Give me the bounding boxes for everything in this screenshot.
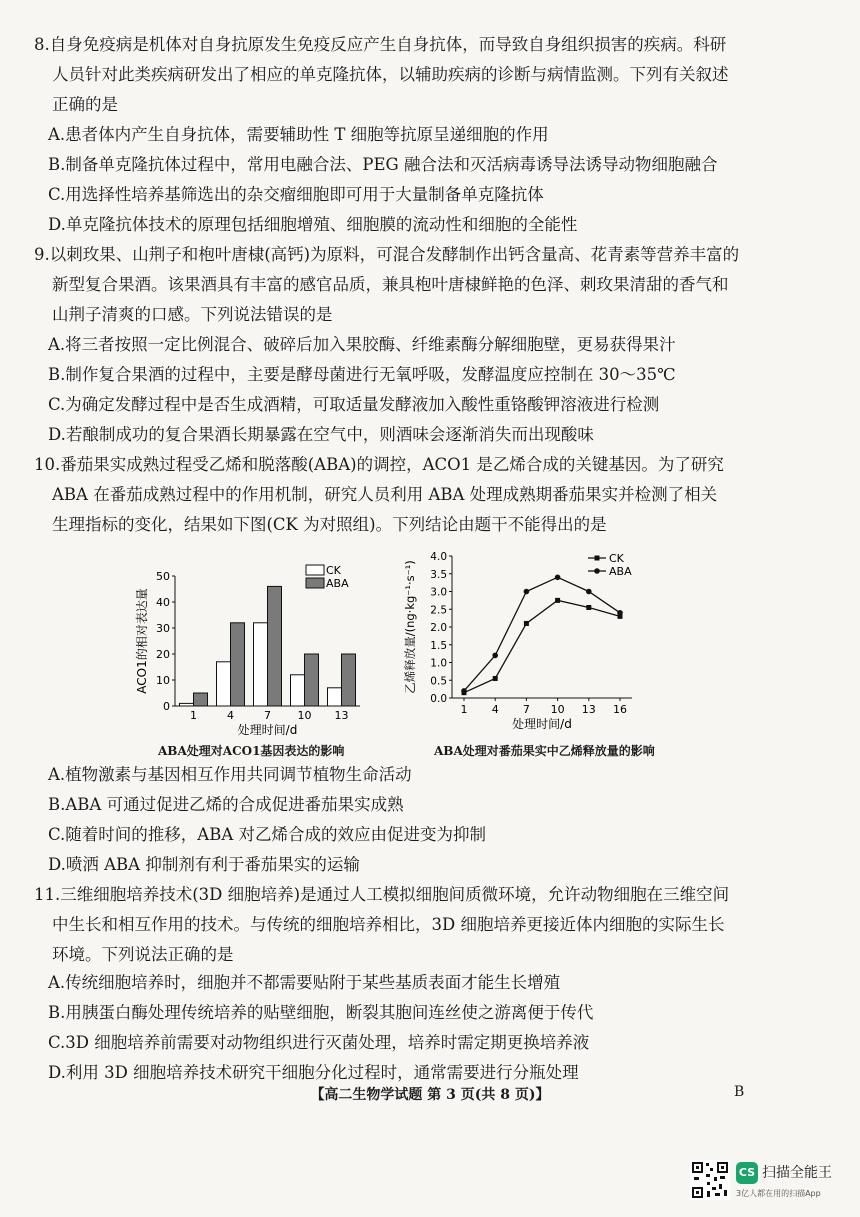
y-axis-label: ACO1的相对表达量 — [135, 588, 149, 694]
bar-aba — [231, 623, 245, 706]
option-b: B.制备单克隆抗体过程中，常用电融合法、PEG 融合法和灭活病毒诱导法诱导动物细胞融合 — [48, 155, 718, 174]
scanner-logo: CS — [736, 1162, 758, 1184]
y-tick-label: 1.5 — [430, 639, 447, 652]
question-stem-line: 正确的是 — [52, 95, 118, 114]
y-tick-label: 4.0 — [430, 551, 447, 563]
series-line-aba — [464, 577, 620, 691]
y-tick-label: 0.5 — [430, 675, 447, 688]
qr-code-icon — [690, 1160, 730, 1200]
legend-marker-ck — [595, 556, 600, 561]
line-chart-ethylene — [400, 548, 660, 748]
question-stem-line: 环境。下列说法正确的是 — [52, 945, 234, 964]
data-point-ck — [555, 598, 560, 603]
question-stem-line: 9.以刺玫果、山荆子和枹叶唐棣(高钙)为原料，可混合发酵制作出钙含量高、花青素等营养丰富的 — [34, 245, 740, 264]
question-stem-line: 10.番茄果实成熟过程受乙烯和脱落酸(ABA)的调控，ACO1 是乙烯合成的关键基因。为了研究 — [34, 455, 724, 474]
x-tick-label: 4 — [491, 703, 499, 716]
legend-swatch-aba — [306, 578, 324, 588]
scanner-tagline: 3亿人都在用的扫描App — [736, 1189, 821, 1198]
legend-label-aba: ABA — [609, 565, 632, 578]
legend-swatch-ck — [306, 565, 324, 575]
legend-marker-aba — [594, 568, 600, 574]
line-chart-caption: ABA处理对番茄果实中乙烯释放量的影响 — [434, 744, 655, 758]
x-tick-label: 13 — [334, 709, 349, 722]
series-line-ck — [464, 600, 620, 692]
question-stem-line: 新型复合果酒。该果酒具有丰富的感官品质，兼具枹叶唐棣鲜艳的色泽、刺玫果清甜的香气和 — [52, 275, 729, 294]
page-footer: 【高二生物学试题 第 3 页(共 8 页)】 — [310, 1087, 550, 1103]
data-point-aba — [617, 610, 623, 616]
option-d: D.喷洒 ABA 抑制剂有利于番茄果实的运输 — [48, 855, 360, 874]
question-stem-line: 8.自身免疫病是机体对自身抗原发生免疫反应产生自身抗体，而导致自身组织损害的疾病。科研 — [34, 35, 727, 54]
figure-charts — [0, 548, 860, 763]
x-tick-label: 10 — [297, 709, 312, 722]
x-tick-label: 16 — [613, 703, 627, 716]
x-tick-label: 13 — [581, 703, 596, 716]
y-tick-label: 40 — [156, 596, 170, 609]
legend-label-aba: ABA — [326, 577, 349, 590]
legend-label-ck: CK — [326, 564, 341, 577]
legend-label-ck: CK — [609, 552, 624, 565]
option-d: D.若酿制成功的复合果酒长期暴露在空气中，则酒味会逐渐消失而出现酸味 — [48, 425, 594, 444]
option-a: A.传统细胞培养时，细胞并不都需要贴附于某些基质表面才能生长增殖 — [48, 973, 561, 992]
data-point-aba — [586, 589, 592, 595]
paper-version: B — [734, 1084, 745, 1100]
option-d: D.利用 3D 细胞培养技术研究干细胞分化过程时，通常需要进行分瓶处理 — [48, 1063, 579, 1082]
option-a: A.将三者按照一定比例混合、破碎后加入果胶酶、纤维素酶分解细胞壁，更易获得果汁 — [48, 335, 676, 354]
y-tick-label: 3.0 — [430, 586, 447, 599]
question-stem-line: 生理指标的变化，结果如下图(CK 为对照组)。下列结论由题干不能得出的是 — [52, 515, 607, 534]
y-tick-label: 0.0 — [430, 693, 447, 705]
bar-ck — [291, 675, 305, 706]
question-10 — [34, 450, 834, 540]
bar-ck — [328, 688, 342, 706]
question-stem-line: ABA 在番茄成熟过程中的作用机制，研究人员利用 ABA 处理成熟期番茄果实并检测了相关 — [52, 485, 718, 504]
y-tick-label: 2.0 — [430, 622, 447, 634]
bar-aba — [194, 693, 208, 706]
scanner-app-name: 扫描全能王 — [762, 1165, 832, 1181]
x-tick-label: 7 — [522, 703, 530, 716]
data-point-aba — [461, 688, 467, 694]
data-point-aba — [492, 653, 498, 659]
option-a: A.植物激素与基因相互作用共同调节植物生命活动 — [48, 765, 412, 784]
option-b: B.ABA 可通过促进乙烯的合成促进番茄果实成熟 — [48, 795, 404, 814]
bar-chart-caption: ABA处理对ACO1基因表达的影响 — [158, 744, 345, 758]
bar-ck — [217, 662, 231, 706]
x-tick-label: 4 — [227, 709, 234, 722]
question-8 — [34, 30, 834, 120]
question-9 — [34, 240, 834, 330]
bar-ck — [254, 623, 268, 706]
question-stem-line: 中生长和相互作用的技术。与传统的细胞培养相比，3D 细胞培养更接近体内细胞的实际生长 — [52, 915, 725, 934]
y-tick-label: 1.0 — [430, 657, 447, 670]
y-axis-label: 乙烯释放量/(ng·kg⁻¹·s⁻¹) — [403, 560, 417, 694]
y-tick-label: 50 — [156, 570, 170, 583]
data-point-ck — [524, 621, 529, 626]
data-point-aba — [555, 575, 561, 581]
y-tick-label: 2.5 — [430, 604, 447, 617]
option-c: C.3D 细胞培养前需要对动物组织进行灭菌处理，培养时需定期更换培养液 — [48, 1033, 590, 1052]
bar-ck — [180, 703, 194, 706]
x-tick-label: 1 — [460, 703, 468, 716]
question-11 — [34, 880, 834, 970]
data-point-ck — [586, 605, 591, 610]
bar-aba — [268, 586, 282, 706]
option-c: C.用选择性培养基筛选出的杂交瘤细胞即可用于大量制备单克隆抗体 — [48, 185, 544, 204]
option-d: D.单克隆抗体技术的原理包括细胞增殖、细胞膜的流动性和细胞的全能性 — [48, 215, 578, 234]
option-c: C.为确定发酵过程中是否生成酒精，可取适量发酵液加入酸性重铬酸钾溶液进行检测 — [48, 395, 660, 414]
x-tick-label: 7 — [264, 709, 271, 722]
x-tick-label: 1 — [190, 709, 197, 722]
x-axis-label: 处理时间/d — [237, 723, 298, 737]
y-tick-label: 30 — [156, 622, 170, 635]
option-a: A.患者体内产生自身抗体，需要辅助性 T 细胞等抗原呈递细胞的作用 — [48, 125, 549, 144]
bar-chart-aco1 — [130, 548, 390, 748]
question-stem-line: 山荆子清爽的口感。下列说法错误的是 — [52, 305, 333, 324]
y-tick-label: 3.5 — [430, 568, 447, 581]
data-point-ck — [493, 676, 498, 681]
x-tick-label: 10 — [550, 703, 565, 716]
option-b: B.用胰蛋白酶处理传统培养的贴壁细胞，断裂其胞间连丝使之游离便于传代 — [48, 1003, 594, 1022]
y-tick-label: 0 — [163, 700, 170, 713]
option-b: B.制作复合果酒的过程中，主要是酵母菌进行无氧呼吸，发酵温度应控制在 30～35℃ — [48, 365, 676, 384]
bar-aba — [305, 654, 319, 706]
y-tick-label: 20 — [156, 648, 170, 661]
question-stem-line: 11.三维细胞培养技术(3D 细胞培养)是通过人工模拟细胞间质微环境，允许动物细胞在三维空间 — [34, 885, 730, 904]
x-axis-label: 处理时间/d — [512, 717, 572, 731]
scanner-watermark — [690, 1160, 850, 1208]
option-c: C.随着时间的推移，ABA 对乙烯合成的效应由促进变为抑制 — [48, 825, 486, 844]
data-point-aba — [524, 589, 530, 595]
bar-aba — [342, 654, 356, 706]
y-tick-label: 10 — [156, 674, 170, 687]
question-stem-line: 人员针对此类疾病研发出了相应的单克隆抗体，以辅助疾病的诊断与病情监测。下列有关叙述 — [52, 65, 729, 84]
